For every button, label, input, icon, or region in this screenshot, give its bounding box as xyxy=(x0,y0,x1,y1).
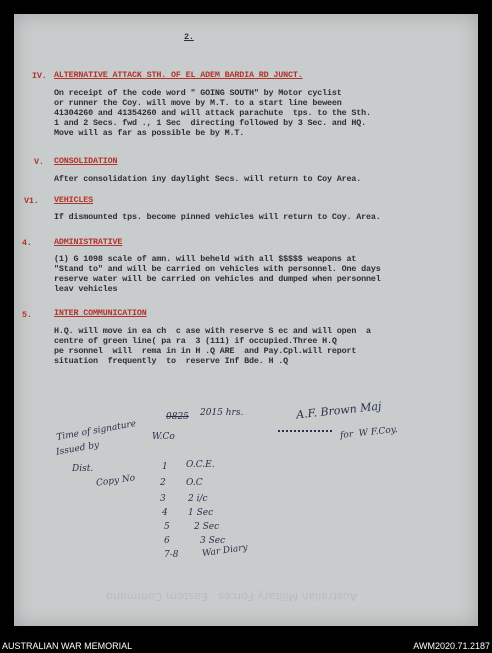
section-number: IV. xyxy=(32,71,47,81)
section-number: 5. xyxy=(22,310,32,320)
section-line: or runner the Coy. will move by M.T. to a start line beween xyxy=(54,98,342,108)
section-line: "Stand to" and will be carried on vehicles with personnel. One days xyxy=(54,264,381,274)
signature-dots xyxy=(278,430,332,432)
document-page xyxy=(14,14,478,626)
footer-credit: AUSTRALIAN WAR MEMORIAL xyxy=(2,641,133,651)
section-line: 41304260 and 41354260 and will attack parachute tps. to the Sth. xyxy=(54,108,371,118)
struck-time: 0825 xyxy=(166,412,189,422)
copy-recipient: 2 i/c xyxy=(188,494,208,504)
bleed-through-text: Australian Military Forces · Eastern Command xyxy=(106,590,358,603)
signature: A.F. Brown Maj xyxy=(295,399,382,422)
section-line: reserve water will be carried on vehicles and dumped when personnel xyxy=(54,274,381,284)
section-heading: VEHICLES xyxy=(54,195,94,205)
copy-number-label: Copy No xyxy=(95,473,136,489)
issued-by-label: Issued by xyxy=(55,440,100,458)
page-number: 2. xyxy=(184,32,194,42)
copy-recipient: War Diary xyxy=(201,542,249,560)
section-number: V1. xyxy=(24,196,39,206)
copy-number: 4 xyxy=(162,508,168,518)
section-line: leav vehicles xyxy=(54,284,118,294)
copy-number: 7-8 xyxy=(164,550,179,560)
section-line: Move will as far as possible be by M.T. xyxy=(54,128,245,138)
copy-recipient: O.C.E. xyxy=(186,460,215,470)
distribution-label: Dist. xyxy=(72,464,94,474)
copy-recipient: 1 Sec xyxy=(188,508,214,518)
copy-recipient: 2 Sec xyxy=(194,522,220,532)
issued-by-value: W.Co xyxy=(152,432,175,442)
section-line: 1 and 2 Secs. fwd ., 1 Sec directing followed by 3 Sec. and HQ. xyxy=(54,118,367,128)
section-heading: ADMINISTRATIVE xyxy=(54,237,123,247)
signature-subtitle: for W F.Coy. xyxy=(339,425,399,441)
section-line: If dismounted tps. become pinned vehicles will return to Coy. Area. xyxy=(54,212,381,222)
time-of-signature-value: 2015 hrs. xyxy=(200,408,244,418)
copy-recipient: O.C xyxy=(186,478,203,488)
copy-number: 3 xyxy=(160,494,166,504)
copy-recipient: 3 Sec xyxy=(200,536,226,546)
section-number: V. xyxy=(34,157,44,167)
time-of-signature-label: Time of signature xyxy=(55,419,137,443)
section-line: pe rsonnel will rema in in H .Q ARE and Pay.Cpl.will report xyxy=(54,346,357,356)
section-line: On receipt of the code word " GOING SOUTH" by Motor cyclist xyxy=(54,88,342,98)
copy-number: 2 xyxy=(160,478,166,488)
section-line: H.Q. will move in ea ch c ase with reserve S ec and will open a xyxy=(54,326,371,336)
footer-accession: AWM2020.71.2187 xyxy=(413,641,490,651)
section-line: situation frequently to reserve Inf Bde. H .Q xyxy=(54,356,289,366)
footer-bar xyxy=(0,640,492,653)
section-line: centre of green line( pa ra 3 (111) if occupied.Three H.Q xyxy=(54,336,337,346)
section-number: 4. xyxy=(22,238,32,248)
section-line: After consolidation iny daylight Secs. will return to Coy Area. xyxy=(54,174,362,184)
copy-number: 1 xyxy=(162,462,168,472)
section-heading: CONSOLIDATION xyxy=(54,156,118,166)
section-heading: ALTERNATIVE ATTACK STH. OF EL ADEM BARDIA RD JUNCT. xyxy=(54,70,303,80)
section-heading: INTER COMMUNICATION xyxy=(54,308,147,318)
section-line: (1) G 1098 scale of amn. will beheld with all $$$$$ weapons at xyxy=(54,254,357,264)
copy-number: 6 xyxy=(164,536,170,546)
copy-number: 5 xyxy=(164,522,170,532)
